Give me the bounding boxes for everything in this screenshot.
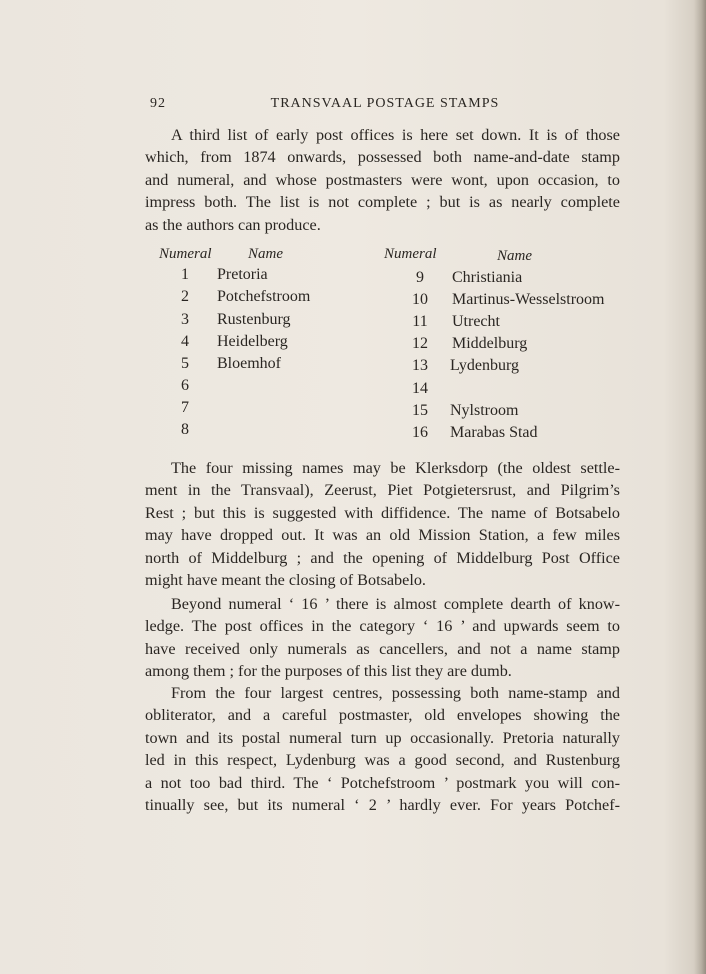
numeral-cell: 12	[412, 335, 428, 352]
text-line: town and its postal numeral turn up occasionally. Pretoria naturally	[145, 728, 620, 747]
text-line: as the authors can produce.	[145, 215, 321, 234]
text-line: tinually see, but its numeral ‘ 2 ’ hardly ever. For years Potchef-	[145, 796, 620, 815]
name-cell: Marabas Stad	[450, 424, 538, 441]
name-cell: Heidelberg	[217, 333, 288, 350]
name-cell: Lydenburg	[450, 357, 520, 374]
numeral-cell: 5	[181, 355, 189, 372]
numeral-cell: 14	[412, 380, 428, 397]
text-line: a not too bad third. The ‘ Potchefstroom ’ postmark you will con-	[145, 773, 620, 792]
name-cell: Nylstroom	[450, 402, 519, 419]
numeral-cell: 7	[181, 399, 189, 416]
name-cell: Potchefstroom	[217, 288, 311, 305]
numeral-cell: 10	[412, 291, 428, 308]
text-line: and numeral, and whose postmasters were wont, upon occasion, to	[145, 170, 620, 189]
paragraph-largest-centres	[145, 682, 620, 816]
post-office-table	[145, 246, 625, 446]
running-title: TRANSVAAL POSTAGE STAMPS	[270, 96, 500, 111]
text-line: ment in the Transvaal), Zeerust, Piet Potgietersrust, and Pilgrim’s	[145, 481, 620, 500]
paragraph-intro	[145, 124, 620, 236]
name-cell: Bloemhof	[217, 355, 281, 372]
name-cell: Middelburg	[452, 335, 528, 352]
page-number: 92	[150, 96, 166, 111]
text-line: which, from 1874 onwards, possessed both name-and-date stamp	[145, 148, 620, 167]
page-edge-shadow	[694, 0, 706, 974]
header-numeral-left: Numeral	[159, 246, 212, 262]
numeral-cell: 8	[181, 421, 189, 438]
text-line: impress both. The list is not complete ; but is as nearly complete	[145, 193, 620, 212]
text-line: From the four largest centres, possessing both name-stamp and	[171, 684, 620, 702]
paragraph-beyond-numeral	[145, 593, 620, 683]
text-line: A third list of early post offices is here set down. It is of those	[171, 126, 620, 144]
numeral-cell: 2	[181, 288, 189, 305]
text-line: obliterator, and a careful postmaster, old envelopes showing the	[145, 706, 620, 725]
text-line: might have meant the closing of Botsabelo.	[145, 571, 426, 590]
text-line: may have dropped out. It was an old Mission Station, a few miles	[145, 526, 620, 545]
name-cell: Rustenburg	[217, 311, 291, 328]
name-cell: Martinus-Wesselstroom	[452, 291, 605, 308]
numeral-cell: 6	[181, 377, 189, 394]
text-line: led in this respect, Lydenburg was a good second, and Rustenburg	[145, 751, 620, 770]
numeral-cell: 13	[412, 357, 428, 374]
text-line: The four missing names may be Klerksdorp (the oldest settle-	[171, 459, 620, 477]
text-line: Beyond numeral ‘ 16 ’ there is almost complete dearth of know-	[171, 595, 620, 613]
numeral-cell: 3	[181, 311, 189, 328]
numeral-cell: 11	[412, 313, 428, 330]
name-cell: Christiania	[452, 269, 523, 286]
numeral-cell: 4	[181, 333, 189, 350]
text-line: north of Middelburg ; and the opening of Middelburg Post Office	[145, 548, 620, 567]
header-name-right: Name	[497, 248, 532, 264]
text-line: Rest ; but this is suggested with diffidence. The name of Botsabelo	[145, 503, 620, 522]
numeral-cell: 9	[416, 269, 424, 286]
text-line: ledge. The post offices in the category ‘ 16 ’ and upwards seem to	[145, 617, 620, 636]
text-line: among them ; for the purposes of this list they are dumb.	[145, 662, 512, 681]
name-cell: Utrecht	[452, 313, 500, 330]
text-line: have received only numerals as cancellers, and not a name stamp	[145, 639, 620, 658]
numeral-cell: 16	[412, 424, 428, 441]
name-cell: Pretoria	[217, 266, 268, 283]
paragraph-missing-names	[145, 457, 620, 591]
header-numeral-right: Numeral	[384, 246, 437, 262]
numeral-cell: 15	[412, 402, 428, 419]
numeral-cell: 1	[181, 266, 189, 283]
header-name-left: Name	[248, 246, 283, 262]
